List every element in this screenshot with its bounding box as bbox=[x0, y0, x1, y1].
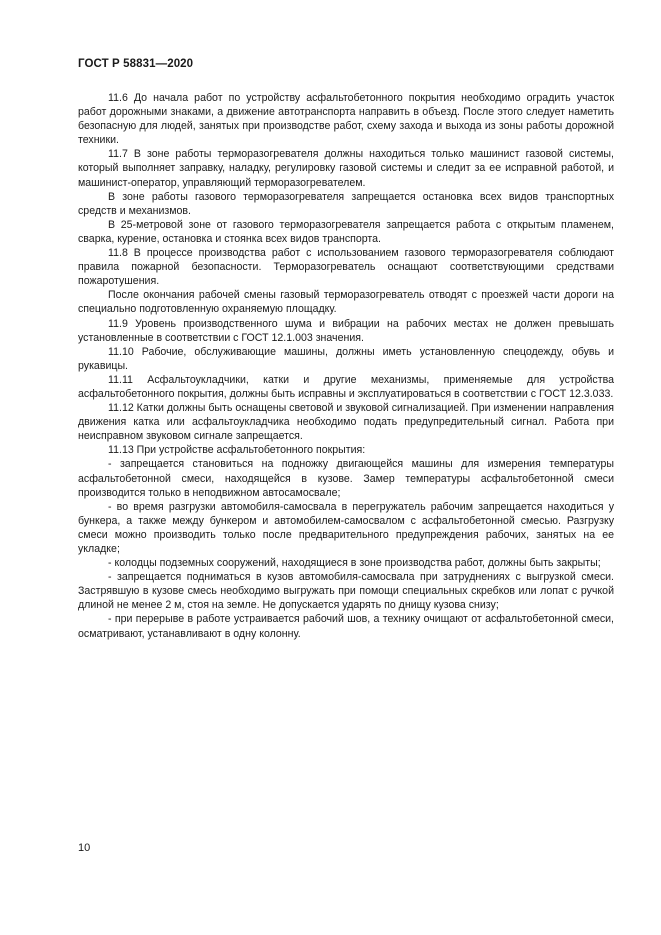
paragraph-11-8: 11.8 В процессе производства работ с использованием газового терморазогревателя соблюдают правила пожарной безопасности. Терморазогреватель оснащают соответствующими средствами пожаротушения. bbox=[78, 247, 614, 288]
paragraph-11-7-zone: В зоне работы газового терморазогревателя запрещается остановка всех видов транспортных средств и механизмов. bbox=[78, 190, 614, 217]
list-item: - запрещается подниматься в кузов автомобиля-самосвала при затруднениях с выгрузкой смеси. Застрявшую в кузове смесь необходимо выгружать при помощи специальных скребков или лопат с ручкой длиной не менее 2 м, стоя на земле. Не допускается ударять по днищу кузова снизу; bbox=[78, 571, 614, 612]
paragraph-11-6: 11.6 До начала работ по устройству асфальтобетонного покрытия необходимо оградить участок работ дорожными знаками, а движение автотранспорта направить в объезд. После этого следует наметить безопасную для людей, занятых при производстве работ, схему захода и выхода из зоны работы дорожной техники. bbox=[78, 92, 614, 147]
paragraph-11-12: 11.12 Катки должны быть оснащены световой и звуковой сигнализацией. При изменении направления движения катка или асфальтоукладчика необходимо подать предупредительный сигнал. Работа при неисправном звуковом сигнале запрещается. bbox=[78, 402, 614, 443]
page-number: 10 bbox=[78, 842, 91, 854]
document-header: ГОСТ Р 58831—2020 bbox=[78, 58, 194, 70]
paragraph-11-11: 11.11 Асфальтоукладчики, катки и другие механизмы, применяемые для устройства асфальтобетонного покрытия, должны быть исправны и эксплуатироваться в соответствии с ГОСТ 12.3.033. bbox=[78, 373, 614, 400]
list-item: - при перерыве в работе устраивается рабочий шов, а технику очищают от асфальтобетонной смеси, осматривают, устанавливают в одну колонну. bbox=[78, 613, 614, 640]
list-item: - запрещается становиться на подножку двигающейся машины для измерения температуры асфальтобетонной смеси, находящейся в кузове. Замер температуры асфальтобетонной смеси производится только в неподвижном автосамосвале; bbox=[78, 458, 614, 499]
paragraph-11-7-25m-zone: В 25-метровой зоне от газового терморазогревателя запрещается работа с открытым пламенем, сварка, курение, остановка и стоянка всех видов транспорта. bbox=[78, 218, 614, 245]
paragraph-11-7: 11.7 В зоне работы терморазогревателя должны находиться только машинист газовой системы, который выполняет заправку, наладку, регулировку газовой системы и следит за ее исправной работой, и машинист-оператор, управляющий терморазогревателем. bbox=[78, 148, 614, 189]
list-item: - во время разгрузки автомобиля-самосвала в перегружатель рабочим запрещается находиться у бункера, а также между бункером и автомобилем-самосвалом с асфальтобетонной смесью. Разгрузку смеси можно производить только после предварительного предупреждения рабочих, занятых на ее укладке; bbox=[78, 500, 614, 555]
paragraph-11-8-end-of-shift: После окончания рабочей смены газовый терморазогреватель отводят с проезжей части дороги на специально подготовленную охраняемую площадку. bbox=[78, 289, 614, 316]
document-body bbox=[78, 91, 614, 641]
list-item: - колодцы подземных сооружений, находящиеся в зоне производства работ, должны быть закрыты; bbox=[108, 557, 601, 570]
paragraph-11-9: 11.9 Уровень производственного шума и вибрации на рабочих местах не должен превышать установленные в соответствии с ГОСТ 12.1.003 значения. bbox=[78, 317, 614, 344]
paragraph-11-13: 11.13 При устройстве асфальтобетонного покрытия: bbox=[108, 444, 366, 457]
paragraph-11-10: 11.10 Рабочие, обслуживающие машины, должны иметь установленную спецодежду, обувь и рукавицы. bbox=[78, 345, 614, 372]
